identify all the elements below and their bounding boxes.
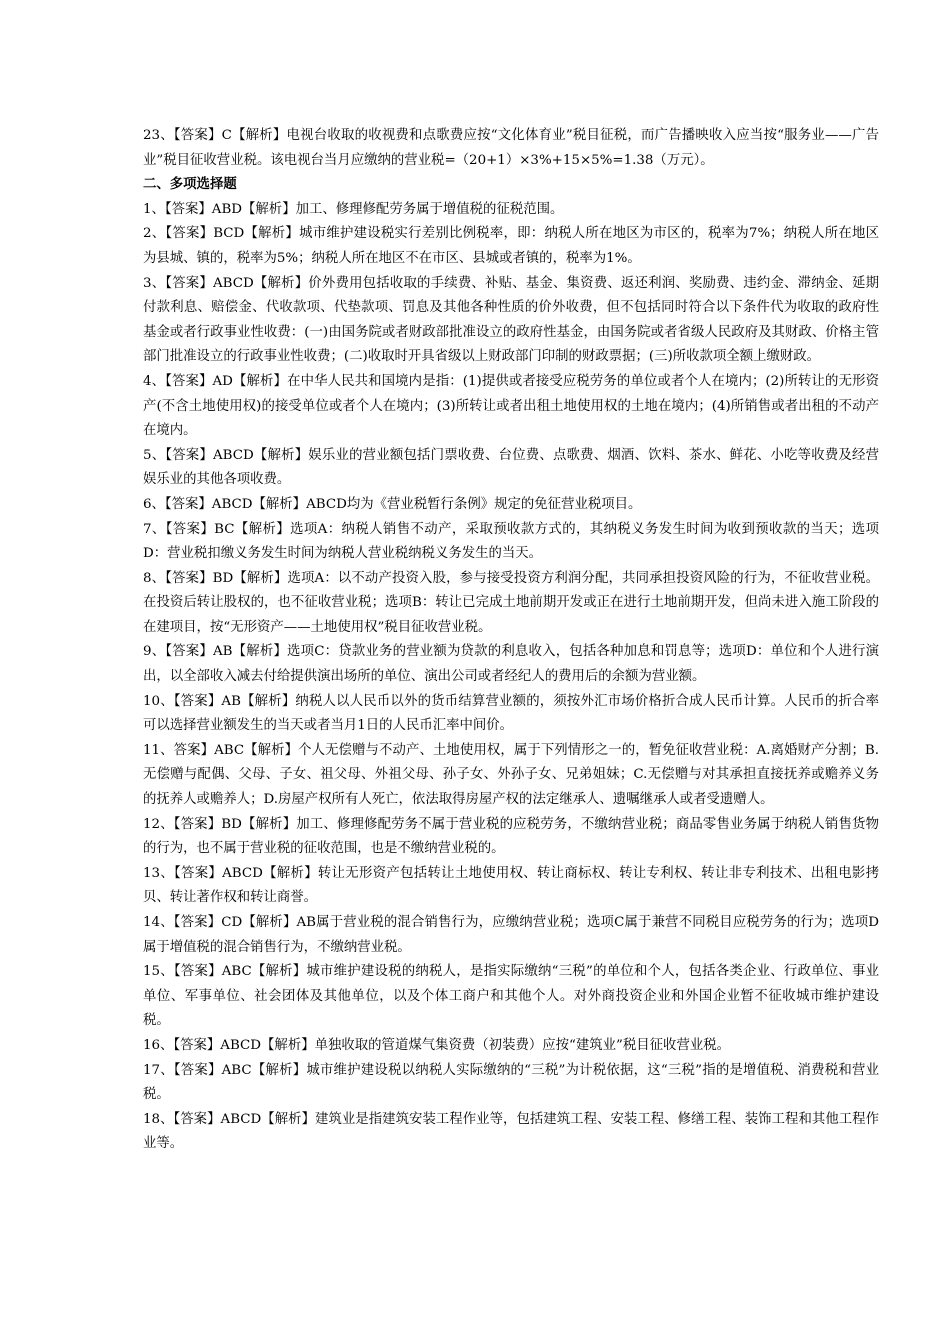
answer-paragraph: 1、【答案】ABD【解析】加工、修理修配劳务属于增值税的征税范围。 [143, 201, 564, 217]
answer-paragraph: 12、【答案】BD【解析】加工、修理修配劳务不属于营业税的应税劳务，不缴纳营业税；商品零售业务属于纳税人销售货物的行为，也不属于营业税的征收范围，也是不缴纳营业税的。 [143, 816, 879, 857]
answer-paragraph: 18、【答案】ABCD【解析】建筑业是指建筑安装工程作业等，包括建筑工程、安装工程、修缮工程、装饰工程和其他工程作业等。 [143, 1111, 879, 1152]
answer-paragraph: 2、【答案】BCD【解析】城市维护建设税实行差别比例税率，即：纳税人所在地区为市区的，税率为7%；纳税人所在地区为县城、镇的，税率为5%；纳税人所在地区不在市区、县城或者镇的，税率为1%。 [143, 226, 879, 266]
section-title: 二、多项选择题 [143, 177, 237, 193]
answer-paragraph: 5、【答案】ABCD【解析】娱乐业的营业额包括门票收费、台位费、点歌费、烟酒、饮料、茶水、鲜花、小吃等收费及经营娱乐业的其他各项收费。 [143, 447, 879, 488]
answer-paragraph: 13、【答案】ABCD【解析】转让无形资产包括转让土地使用权、转让商标权、转让专利权、转让非专利技术、出租电影拷贝、转让著作权和转让商誉。 [143, 865, 879, 906]
answer-paragraph: 17、【答案】ABC【解析】城市维护建设税以纳税人实际缴纳的“三税”为计税依据，这“三税”指的是增值税、消费税和营业税。 [143, 1062, 879, 1103]
answer-paragraph: 15、【答案】ABC【解析】城市维护建设税的纳税人，是指实际缴纳“三税”的单位和个人，包括各类企业、行政单位、事业单位、军事单位、社会团体及其他单位，以及个体工商户和其他个人。对外商投资企业和外国企业暂不征收城市维护建设税。 [143, 964, 879, 1029]
answer-paragraph: 7、【答案】BC【解析】选项A：纳税人销售不动产，采取预收款方式的，其纳税义务发生时间为收到预收款的当天；选项D：营业税扣缴义务发生时间为纳税人营业税纳税义务发生的当天。 [143, 521, 879, 562]
answer-paragraph: 10、【答案】AB【解析】纳税人以人民币以外的货币结算营业额的，须按外汇市场价格折合成人民币计算。人民币的折合率可以选择营业额发生的当天或者当月1日的人民币汇率中间价。 [143, 693, 879, 734]
answer-paragraph: 16、【答案】ABCD【解析】单独收取的管道煤气集资费（初装费）应按“建筑业”税目征收营业税。 [143, 1037, 731, 1053]
answer-paragraph: 4、【答案】AD【解析】在中华人民共和国境内是指：(1)提供或者接受应税劳务的单位或者个人在境内；(2)所转让的无形资产(不含土地使用权)的接受单位或者个人在境内；(3)所转让或者出租土地使用权的土地在境内；(4)所销售或者出租的不动产在境内。 [143, 373, 879, 439]
answer-paragraph: 11、答案】ABC【解析】个人无偿赠与不动产、土地使用权，属于下列情形之一的，暂免征收营业税：A.离婚财产分割；B.无偿赠与配偶、父母、子女、祖父母、外祖父母、孙子女、外孙子女、兄弟姐妹；C.无偿赠与对其承担直接抚养或赡养义务的抚养人或赡养人；D.房屋产权所有人死亡，依法取得房屋产权的法定继承人、遗嘱继承人或者受遗赠人。 [143, 742, 879, 808]
answer-paragraph: 9、【答案】AB【解析】选项C：贷款业务的营业额为贷款的利息收入，包括各种加息和罚息等；选项D：单位和个人进行演出，以全部收入减去付给提供演出场所的单位、演出公司或者经纪人的费用后的余额为营业额。 [143, 644, 879, 685]
answer-paragraph: 6、【答案】ABCD【解析】ABCD均为《营业税暂行条例》规定的免征营业税项目。 [143, 496, 642, 512]
answer-paragraph: 3、【答案】ABCD【解析】价外费用包括收取的手续费、补贴、基金、集资费、返还利润、奖励费、违约金、滞纳金、延期付款利息、赔偿金、代收款项、代垫款项、罚息及其他各种性质的价外收费，但不包括同时符合以下条件代为收取的政府性基金或者行政事业性收费：(一)由国务院或者财政部批准设立的政府性基金，由国务院或者省级人民政府及其财政、价格主管部门批准设立的行政事业性收费；(二)收取时开具省级以上财政部门印制的财政票据；(三)所收款项全额上缴财政。 [143, 275, 879, 365]
answer-paragraph: 14、【答案】CD【解析】AB属于营业税的混合销售行为，应缴纳营业税；选项C属于兼营不同税目应税劳务的行为；选项D属于增值税的混合销售行为，不缴纳营业税。 [143, 915, 879, 955]
document-body [143, 124, 879, 1157]
answer-paragraph: 8、【答案】BD【解析】选项A：以不动产投资入股，参与接受投资方利润分配，共同承担投资风险的行为，不征收营业税。在投资后转让股权的，也不征收营业税；选项B：转让已完成土地前期开发或正在进行土地前期开发，但尚未进入施工阶段的在建项目，按“无形资产——土地使用权”税目征收营业税。 [143, 570, 879, 635]
answer-23-paragraph: 23、【答案】C【解析】电视台收取的收视费和点歌费应按“文化体育业”税目征税，而广告播映收入应当按“服务业——广告业”税目征收营业税。该电视台当月应缴纳的营业税=（20+1）×3%+15×5%=1.38（万元）。 [143, 128, 879, 168]
